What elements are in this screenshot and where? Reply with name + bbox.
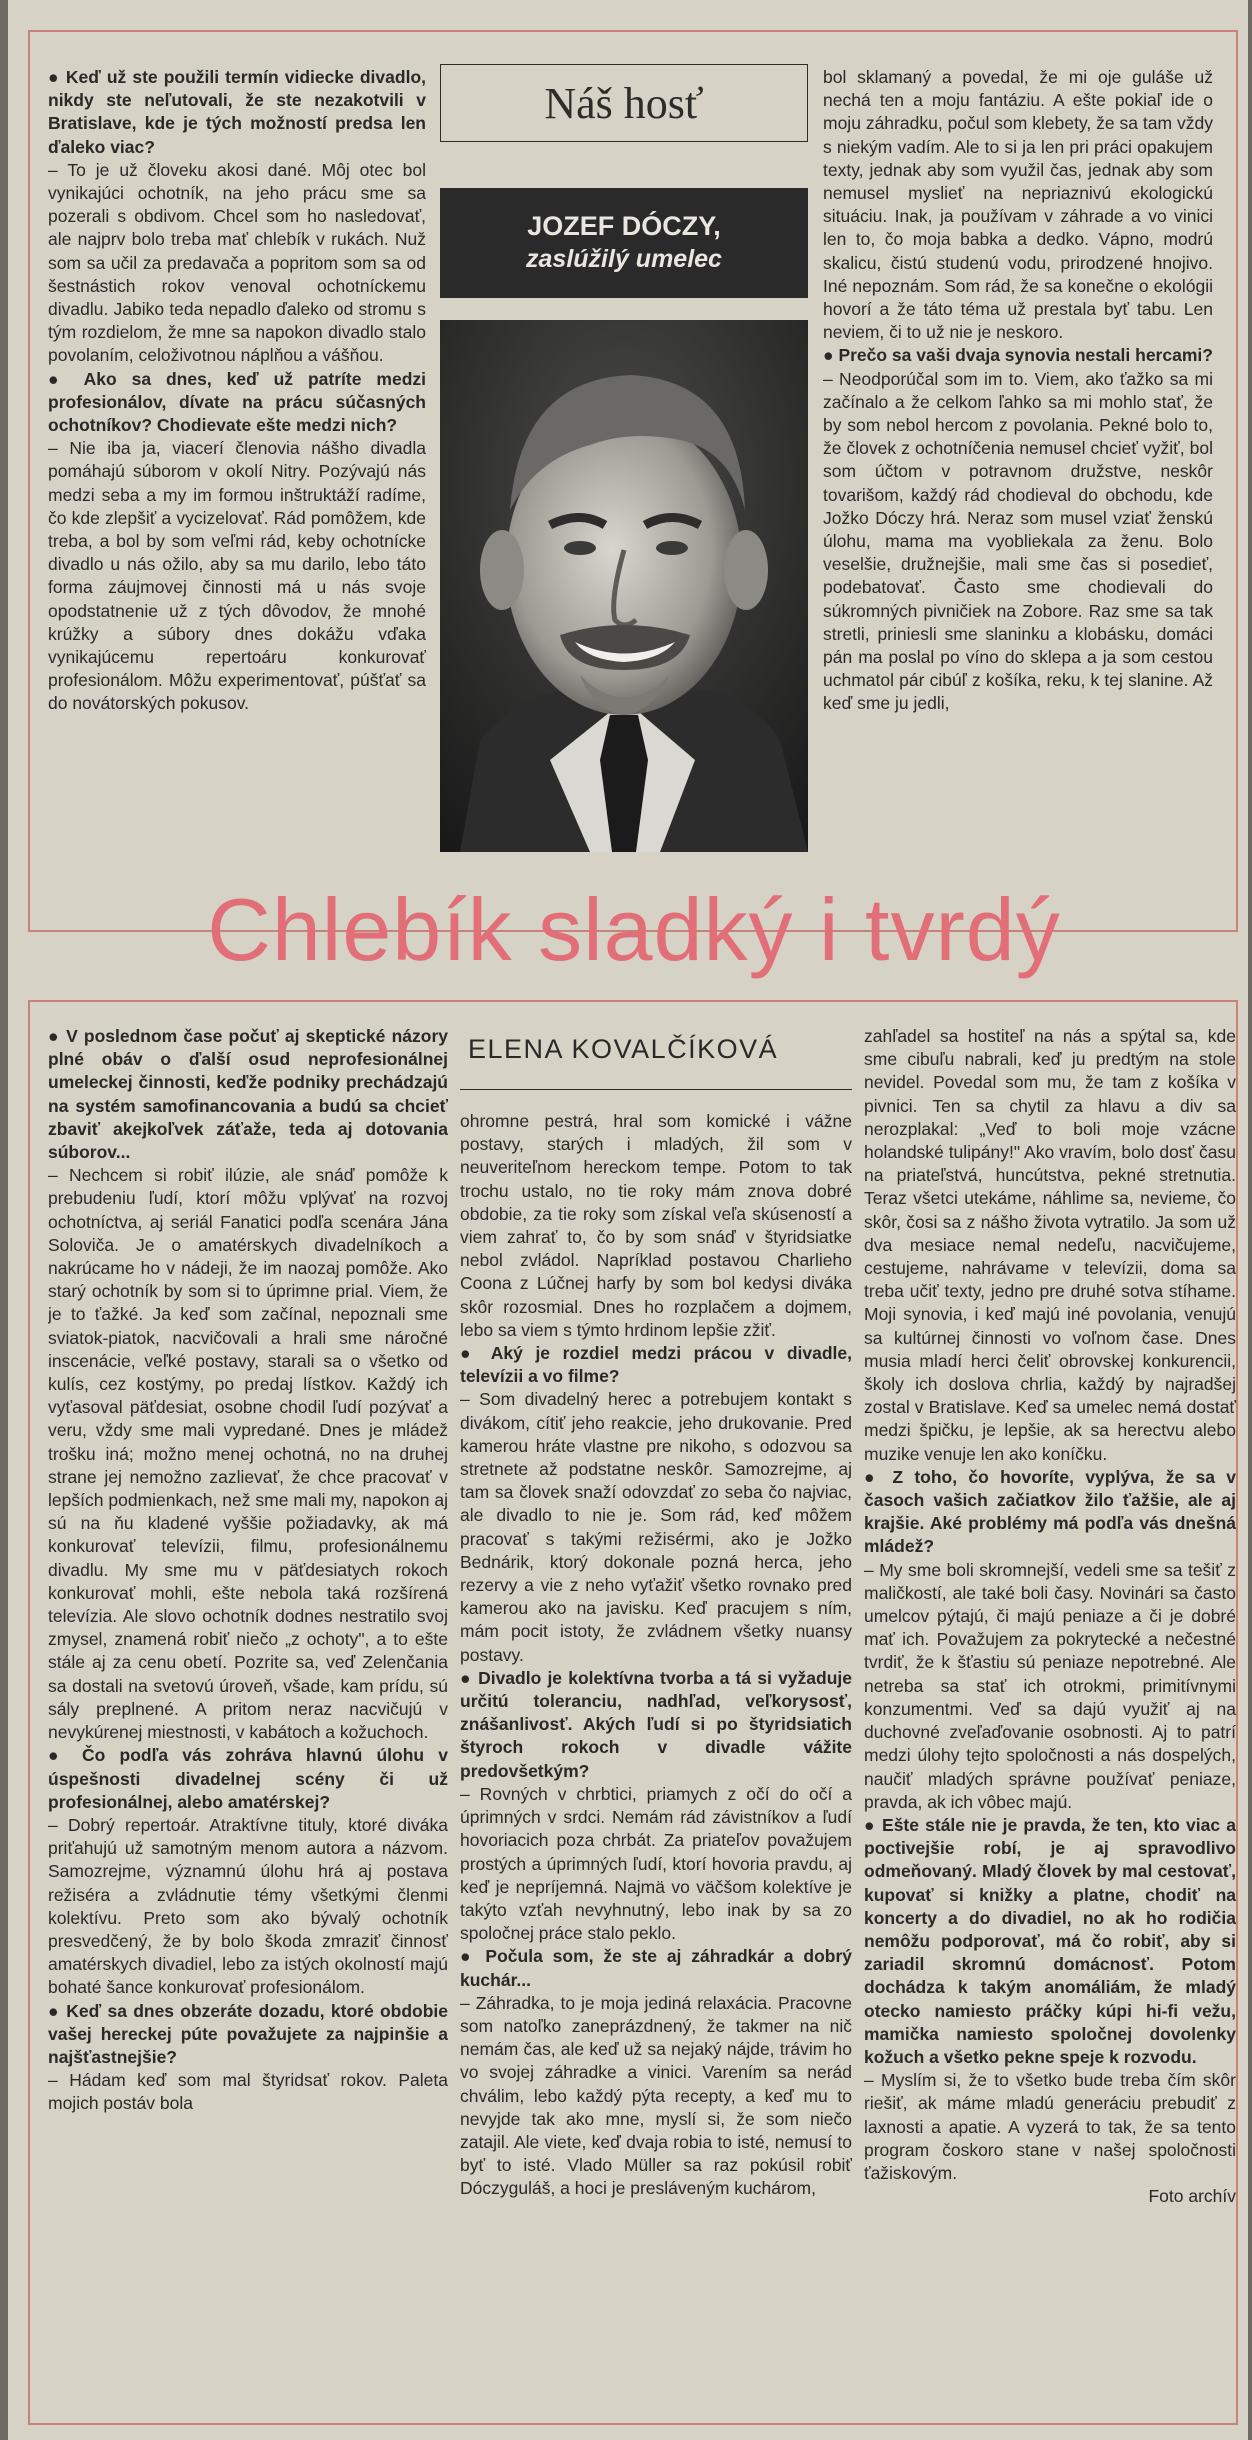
question-paragraph: ● Keď už ste použili termín vidiecke divadlo, nikdy ste neľutovali, že ste nezakotvili v Bratislave, kde je tých možností predsa len ďaleko viac? xyxy=(48,66,426,159)
bottom-column-3 xyxy=(864,1025,1236,2420)
bottom-column-1 xyxy=(48,1025,448,2420)
portrait-illustration xyxy=(440,320,808,852)
question-paragraph: ● Ako sa dnes, keď už patríte medzi profesionálov, dívate na prácu súčasných ochotníkov? Chodievate ešte medzi nich? xyxy=(48,368,426,438)
answer-paragraph: zahľadel sa hostiteľ na nás a spýtal sa, kde sme cibuľu nabrali, keď ju predtým na stole nevidel. Povedal som mu, že tam z košíka v pivnici. Ten sa chytil za hlavu a div sa nerozplakal: „Veď to boli moje vzácne holandské tulipány!" Ako vravím, bolo dosť času na priateľstvá, huncútstva, pekné stretnutia. Teraz všetci utekáme, náhlime sa, nevieme, čo skôr, čosi sa z nášho života vytratilo. Ja som už dva mesiace nemal nedeľu, nacvičujeme, cestujeme, nahrávame v televízii, doma sa treba učiť texty, jedno pre druhé sotva stíhame. Moji synovia, i keď majú iné povolania, venujú sa kultúrnej činnosti vo voľnom čase. Dnes musia mladí herci čeliť obrovskej konkurencii, školy ich doslova chrlia, každý by najradšej zostal v Bratislave. Keď sa umelec nemá dostať medzi špičku, je lepšie, ak sa herectvu alebo muzike venuje len ako koníčku. xyxy=(864,1026,1236,1464)
question-paragraph: ● Z toho, čo hovoríte, vyplýva, že sa v časoch vašich začiatkov žilo ťažšie, ale aj krajšie. Aké problémy má podľa vás dnešná mládež? xyxy=(864,1466,1236,1559)
portrait-photo xyxy=(440,320,808,852)
question-paragraph: ● Divadlo je kolektívna tvorba a tá si vyžaduje určitú toleranciu, nadhľad, veľkorysosť, znášanlivosť. Akých ľudí si po štyridsiatich štyroch rokoch v divadle vážite predovšetkým? xyxy=(460,1667,852,1783)
guest-title: zaslúžilý umelec xyxy=(526,245,722,273)
question-paragraph: ● Keď sa dnes obzeráte dozadu, ktoré obdobie vašej hereckej púte považujete za najpinšie a najšťastnejšie? xyxy=(48,2000,448,2070)
question-paragraph: ● Čo podľa vás zohráva hlavnú úlohu v úspešnosti divadelnej scény či už profesionálnej, alebo amatérskej? xyxy=(48,1744,448,1814)
question-paragraph: ● Prečo sa vaši dvaja synovia nestali hercami? xyxy=(823,344,1213,367)
answer-paragraph: – Neodporúčal som im to. Viem, ako ťažko sa mi začínalo a že celkom ľahko sa mi mohlo stať, že by som nebol hercom z povolania. Pekné bolo to, že človek z ochotníčenia nemusel chcieť vyžiť, bol som účtom v potravnom družstve, neskôr tovarišom, každý rád chodieval do obchodu, kde Jožko Dóczy hrá. Neraz som musel vziať ženskú úlohu, mama ma vyobliekala za ženu. Bolo veselšie, družnejšie, mali sme čas si posedieť, podebatovať. Často sme chodievali do súkromných pivničiek na Zobore. Raz sme sa tak stretli, priniesli sme slaninku a klobásku, domáci pán ma poslal po víno do sklepa a ja som cestou uchmatol pár cibúľ z košíka, reku, k tej slanine. Až keď sme ju jedli, xyxy=(823,368,1213,714)
answer-paragraph: – Rovných v chrbtici, priamych z očí do očí a úprimných v srdci. Nemám rád závistníkov a ľudí hovoriacich poza chrbát. Za priateľov považujem prostých a úprimných ľudí, ktorí hovoria pravdu, aj keď je nepríjemná. Najmä vo väčšom kolektíve je takýto vzťah nevyhnutný, lebo inak by sa zo spoločnej práce stalo peklo. xyxy=(460,1783,852,1944)
photo-credit: Foto archív xyxy=(1148,2186,1236,2207)
author-byline: ELENA KOVALČÍKOVÁ xyxy=(460,1034,852,1090)
question-paragraph: ● V poslednom čase počuť aj skeptické názory plné obáv o ďalší osud neprofesionálnej umeleckej činnosti, keďže podniky prechádzajú na systém samofinancovania a budú sa chcieť zbaviť akejkoľvek záťaže, teda aj dotovania súborov... xyxy=(48,1025,448,1164)
answer-paragraph: – Myslím si, že to všetko bude treba čím skôr riešiť, ak máme mladú generáciu prebudiť z laxnosti a apatie. A vyzerá to tak, že sa tento program čoskoro stane v našej spoločnosti ťažiskovým. xyxy=(864,2070,1236,2183)
top-left-column xyxy=(48,66,426,866)
answer-paragraph: bol sklamaný a povedal, že mi oje guláše už nechá ten a moju fantáziu. A ešte pokiaľ ide o moju záhradku, počul som klebety, že sa tam vždy s niekým vadím. Ale to si ja len pri práci opakujem texty, jednak aby som využil čas, jednak aby som nemusel myslieť na nepriaznivú ekologickú situáciu. Inak, ja používam v záhrade a vo vinici len to, čo moja babka a dedko. Vápno, modrú skalicu, čistú studenú vodu, prirodzené hnojivo. Iné nepoznám. Som rád, že sa konečne o ekológii hovorí a že táto téma už prestala byť tabu. Len neviem, či to už nie je neskoro. xyxy=(823,67,1213,343)
answer-paragraph: – Záhradka, to je moja jediná relaxácia. Pracovne som natoľko zaneprázdnený, že takmer na nič nemám čas, ale keď už sa nejaký nájde, trávim ho vo svojej záhradke a vinici. Varením sa nerád chválim, lebo každý pýta recepty, a keď mu to nevyjde tak ako mne, myslí si, že som niečo zatajil. Ale viete, keď dvaja robia to isté, nemusí to byť to isté. Vlado Müller sa raz pokúsil robiť Dóczyguláš, a hoci je presláveným kuchárom, xyxy=(460,1992,852,2199)
answer-paragraph: – Dobrý repertoár. Atraktívne tituly, ktoré diváka priťahujú už samotným menom autora a názvom. Samozrejme, významnú úlohu hrá aj postava režiséra a zvládnutie témy všetkými členmi kolektívu. Preto som ako bývalý ochotník presvedčený, že by bolo škoda zmraziť činnosť amatérskych divadiel, lebo za istých okolností majú bohaté šance konkurovať profesionálom. xyxy=(48,1814,448,1998)
headline: Chlebík sladký i tvrdý xyxy=(207,880,1061,979)
question-paragraph: ● Aký je rozdiel medzi prácou v divadle, televízii a vo filme? xyxy=(460,1342,852,1388)
guest-name-box xyxy=(440,188,808,298)
answer-paragraph: – Nie iba ja, viacerí členovia nášho divadla pomáhajú súborom v okolí Nitry. Pozývajú nás medzi seba a my im formou inštruktáží radíme, čo kde zlepšiť a vycizelovať. Rád pomôžem, kde treba, a bol by som veľmi rád, keby ochotnícke divadlo u nás ožilo, aby sa mu darilo, lebo táto forma záujmovej činnosti má u nás svoje opodstatnenie už z tých dôvodov, že mnohé krúžky a súbory dnes dokážu vďaka vynikajúcemu repertoáru konkurovať profesionálom. Môžu experimentovať, púšťať sa do novátorských pokusov. xyxy=(48,438,426,714)
section-title: Náš hosť xyxy=(544,78,704,128)
bottom-column-2 xyxy=(460,1110,852,2420)
answer-paragraph: – Nechcem si robiť ilúzie, ale snáď pomôže k prebudeniu ľudí, ktorí môžu vplývať na rozvoj ochotníctva, aj seriál Fanatici podľa scenára Jána Soloviča. Je o amatérskych divadelníkoch a nakrúcame ho v nádeji, že im naozaj pomôže. Ako starý ochotník by som si to úprimne prial. Viem, že je to ťažké. Ja keď som začínal, nepoznali sme sviatok-piatok, nacvičovali a hrali sme náročné inscenácie, veľké postavy, starali sa o všetko od kulís, cez kostýmy, po predaj lístkov. Každý ich vyťasoval päťdesiat, osobne chodil ľudí pozývať a veru, vždy sme mali vypredané. Dnes je mládež trošku iná; možno menej ochotná, no na druhej strane jej nemožno zazlievať, že chce pracovať v lepších podmienkach, než sme mali my, napokon aj sú na ňu kladené vyššie požiadavky, ak má konkurovať televízii, filmu, profesionálnemu divadlu. My sme mu v päťdesiatych rokoch konkurovať mohli, ešte nebola taká rozšírená televízia. Ale slovo ochotník dodnes nestratilo svoj zmysel, znamená robiť niečo „z ochoty", a to ešte stále aj za cenu obetí. Pozrite sa, veď Zelenčania sa dostali na svetovú úroveň, všade, kam prídu, sú sály preplnené. A pritom neraz nacvičujú v nevykúrenej miestnosti, v kabátoch a kožuchoch. xyxy=(48,1165,448,1743)
answer-paragraph: – Som divadelný herec a potrebujem kontakt s divákom, cítiť jeho reakcie, jeho drukovanie. Pred kamerou hráte vlastne pre nikoho, s odozvou sa stretnete až podstatne neskôr. Samozrejme, aj tam sa človek snaží odovzdať zo seba čo najviac, ale divadlo to nie je. Som rád, keď môžem pracovať s takými režisérmi, ako je Jožko Bednárik, ktorý dokonale pozná herca, jeho rezervy a vie z neho vyťažiť všetko rovnako pred kamerou ako na javisku. Keď pracujem s ním, mám pocit istoty, že zvládnem všetky nuansy postavy. xyxy=(460,1389,852,1665)
answer-paragraph: – To je už človeku akosi dané. Môj otec bol vynikajúci ochotník, na jeho prácu sme sa pozerali s obdivom. Chcel som ho nasledovať, ale najprv bolo treba mať chlebík v rukách. Nuž som sa učil za predavača a popritom som sa od šestnástich rokov venoval ochotníckemu divadlu. Jabiko teda nepadlo ďaleko od stromu s tým rozdielom, že mne sa napokon divadlo stalo povolaním, celoživotnou náplňou a vášňou. xyxy=(48,159,426,366)
question-paragraph: ● Ešte stále nie je pravda, že ten, kto viac a poctivejšie robí, je aj spravodlivo odmeňovaný. Mladý človek by mal cestovať, kupovať si knižky a platne, chodiť na koncerty a do divadiel, no ak ho rodičia nemôžu podporovať, má čo robiť, aby si zariadil skromnú domácnosť. Potom dochádza k takým anomáliám, že mladý otecko namiesto práčky kúpi hi-fi vežu, mamička namiesto spoločnej dovolenky kožuch a všetko pekne speje k rozvodu. xyxy=(864,1814,1236,2069)
guest-name: JOZEF DÓCZY, xyxy=(527,211,721,241)
top-right-column xyxy=(823,66,1213,876)
answer-paragraph: – Hádam keď som mal štyridsať rokov. Paleta mojich postáv bola xyxy=(48,2070,448,2114)
newspaper-page xyxy=(8,0,1248,2440)
answer-paragraph: – My sme boli skromnejší, vedeli sme sa tešiť z maličkostí, ale také boli časy. Novinári sa často umelcov pýtajú, či majú peniaze a či je dobré mať ich. Považujem za pokrytecké a nečestné tvrdiť, že k šťastiu sú peniaze nepotrebné. Ale netreba sa stať ich otrokmi, primitívnymi konzumentmi. Veď sa dajú využiť aj na duchovné zveľaďovanie osobnosti. Aj to patrí medzi úlohy tejto spoločnosti a nás dospelých, naučiť mladých správne používať peniaze, pravda, ak ich vôbec majú. xyxy=(864,1559,1236,1812)
question-paragraph: ● Počula som, že ste aj záhradkár a dobrý kuchár... xyxy=(460,1945,852,1991)
answer-paragraph: ohromne pestrá, hral som komické i vážne postavy, starých i mladých, žil som v neuveriteľnom hereckom tempe. Potom to tak trochu ustalo, no tie roky mám znova dobré obdobie, za tie roky som získal veľa skúseností a viem zahrať to, čo by som snáď v štyridsiatke nebol zvládol. Napríklad postavou Charlieho Coona z Lúčnej harfy by som bol kedysi diváka skôr rozosmial. Dnes ho rozplačem a dojmem, lebo sa viem s týmto hrdinom lepšie zžiť. xyxy=(460,1111,852,1340)
section-title-box xyxy=(440,64,808,142)
